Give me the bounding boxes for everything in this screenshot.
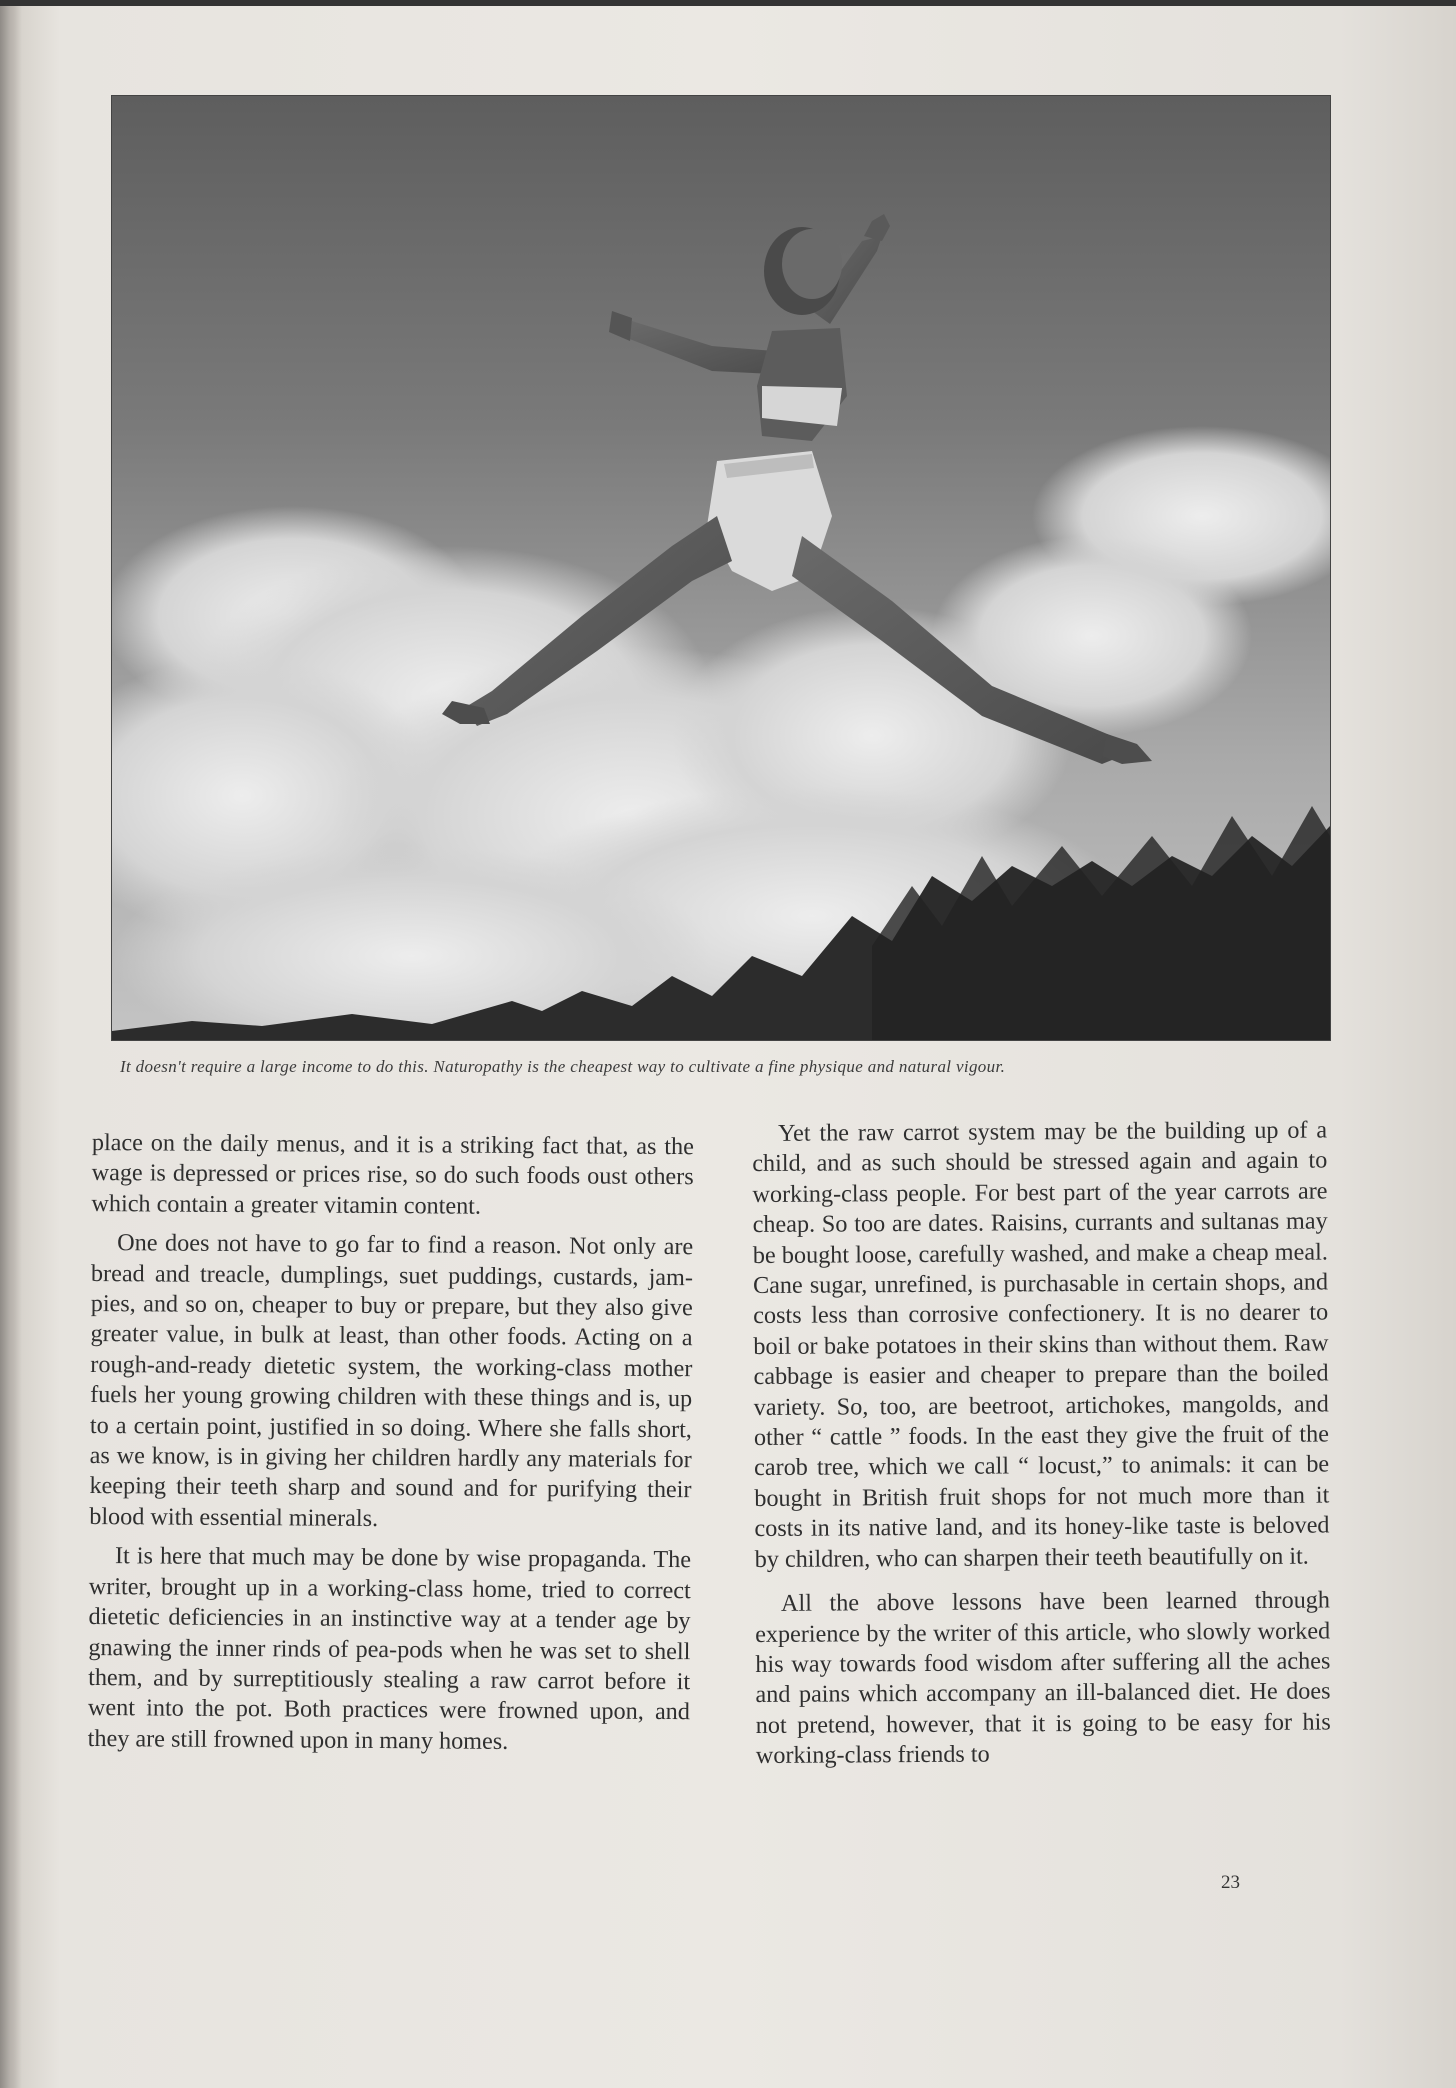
photo-illustration xyxy=(112,96,1330,1040)
left-paragraph-3: It is here that much may be done by wise propaganda. The writer, brought up in a working-class home, tried to correct dietetic deficiencies in an instinctive way at a tender age by gnawing the inner rinds of pea-pods when he was set to shell them, and by surreptitiously stealing a raw carrot before it went into the pot. Both practices were frowned upon, and they are still frowned upon in many homes. xyxy=(87,1542,692,1755)
left-paragraph-2: One does not have to go far to find a reason. Not only are bread and treacle, dumplings, suet puddings, custards, jam-pies, and so on, cheaper to buy or prepare, but they also give greater value, in bulk at least, than other foods. Acting on a rough-and-ready dietetic system, the working-class mother fuels her young growing children with these things and is, up to a certain point, justified in so doing. Where she falls short, as we know, is in giving her children hardly any materials for keeping their teeth sharp and sound and for purifying their blood with essential minerals. xyxy=(89,1229,694,1532)
page-number: 23 xyxy=(1221,1872,1240,1893)
binding-shadow xyxy=(0,0,22,2088)
right-text-column xyxy=(752,1115,1331,1771)
left-paragraph-1: place on the daily menus, and it is a striking fact that, as the wage is depressed or prices rise, so do such foods oust others which contain a greater vitamin content. xyxy=(91,1129,694,1220)
top-edge-strip xyxy=(0,0,1456,6)
right-paragraph-1: Yet the raw carrot system may be the building up of a child, and as such should be stressed again and again to working-class people. For best part of the year carrots are cheap. So too are dates. Raisins, currants and sultanas may be bought loose, carefully washed, and make a cheap meal. Cane sugar, unrefined, is purchasable in certain shops, and costs less than corrosive confectionery. It is no dearer to boil or bake potatoes in their skins than without them. Raw cabbage is easier and cheaper to prepare than the boiled variety. So, too, are beetroot, artichokes, mangolds, and other “ cattle ” foods. In the east they give the fruit of the carob tree, which we call “ locust,” to animals: it can be bought in British fruit shops for not much more than it costs in its native land, and its honey-like taste is beloved by children, who can sharpen their teeth beautifully on it. xyxy=(752,1116,1330,1573)
left-text-column xyxy=(88,1128,694,1758)
photo-caption: It doesn't require a large income to do this. Naturopathy is the cheapest way to cultivate a fine physique and natural vigour. xyxy=(120,1057,1006,1076)
right-paragraph-2: All the above lessons have been learned through experience by the writer of this article, who slowly worked his way towards food wisdom after suffering all the aches and pains which accompany an ill-balanced diet. He does not pretend, however, that it is going to be easy for his working-class friends to xyxy=(755,1586,1331,1770)
leaping-woman-photo-icon xyxy=(112,96,1330,1040)
